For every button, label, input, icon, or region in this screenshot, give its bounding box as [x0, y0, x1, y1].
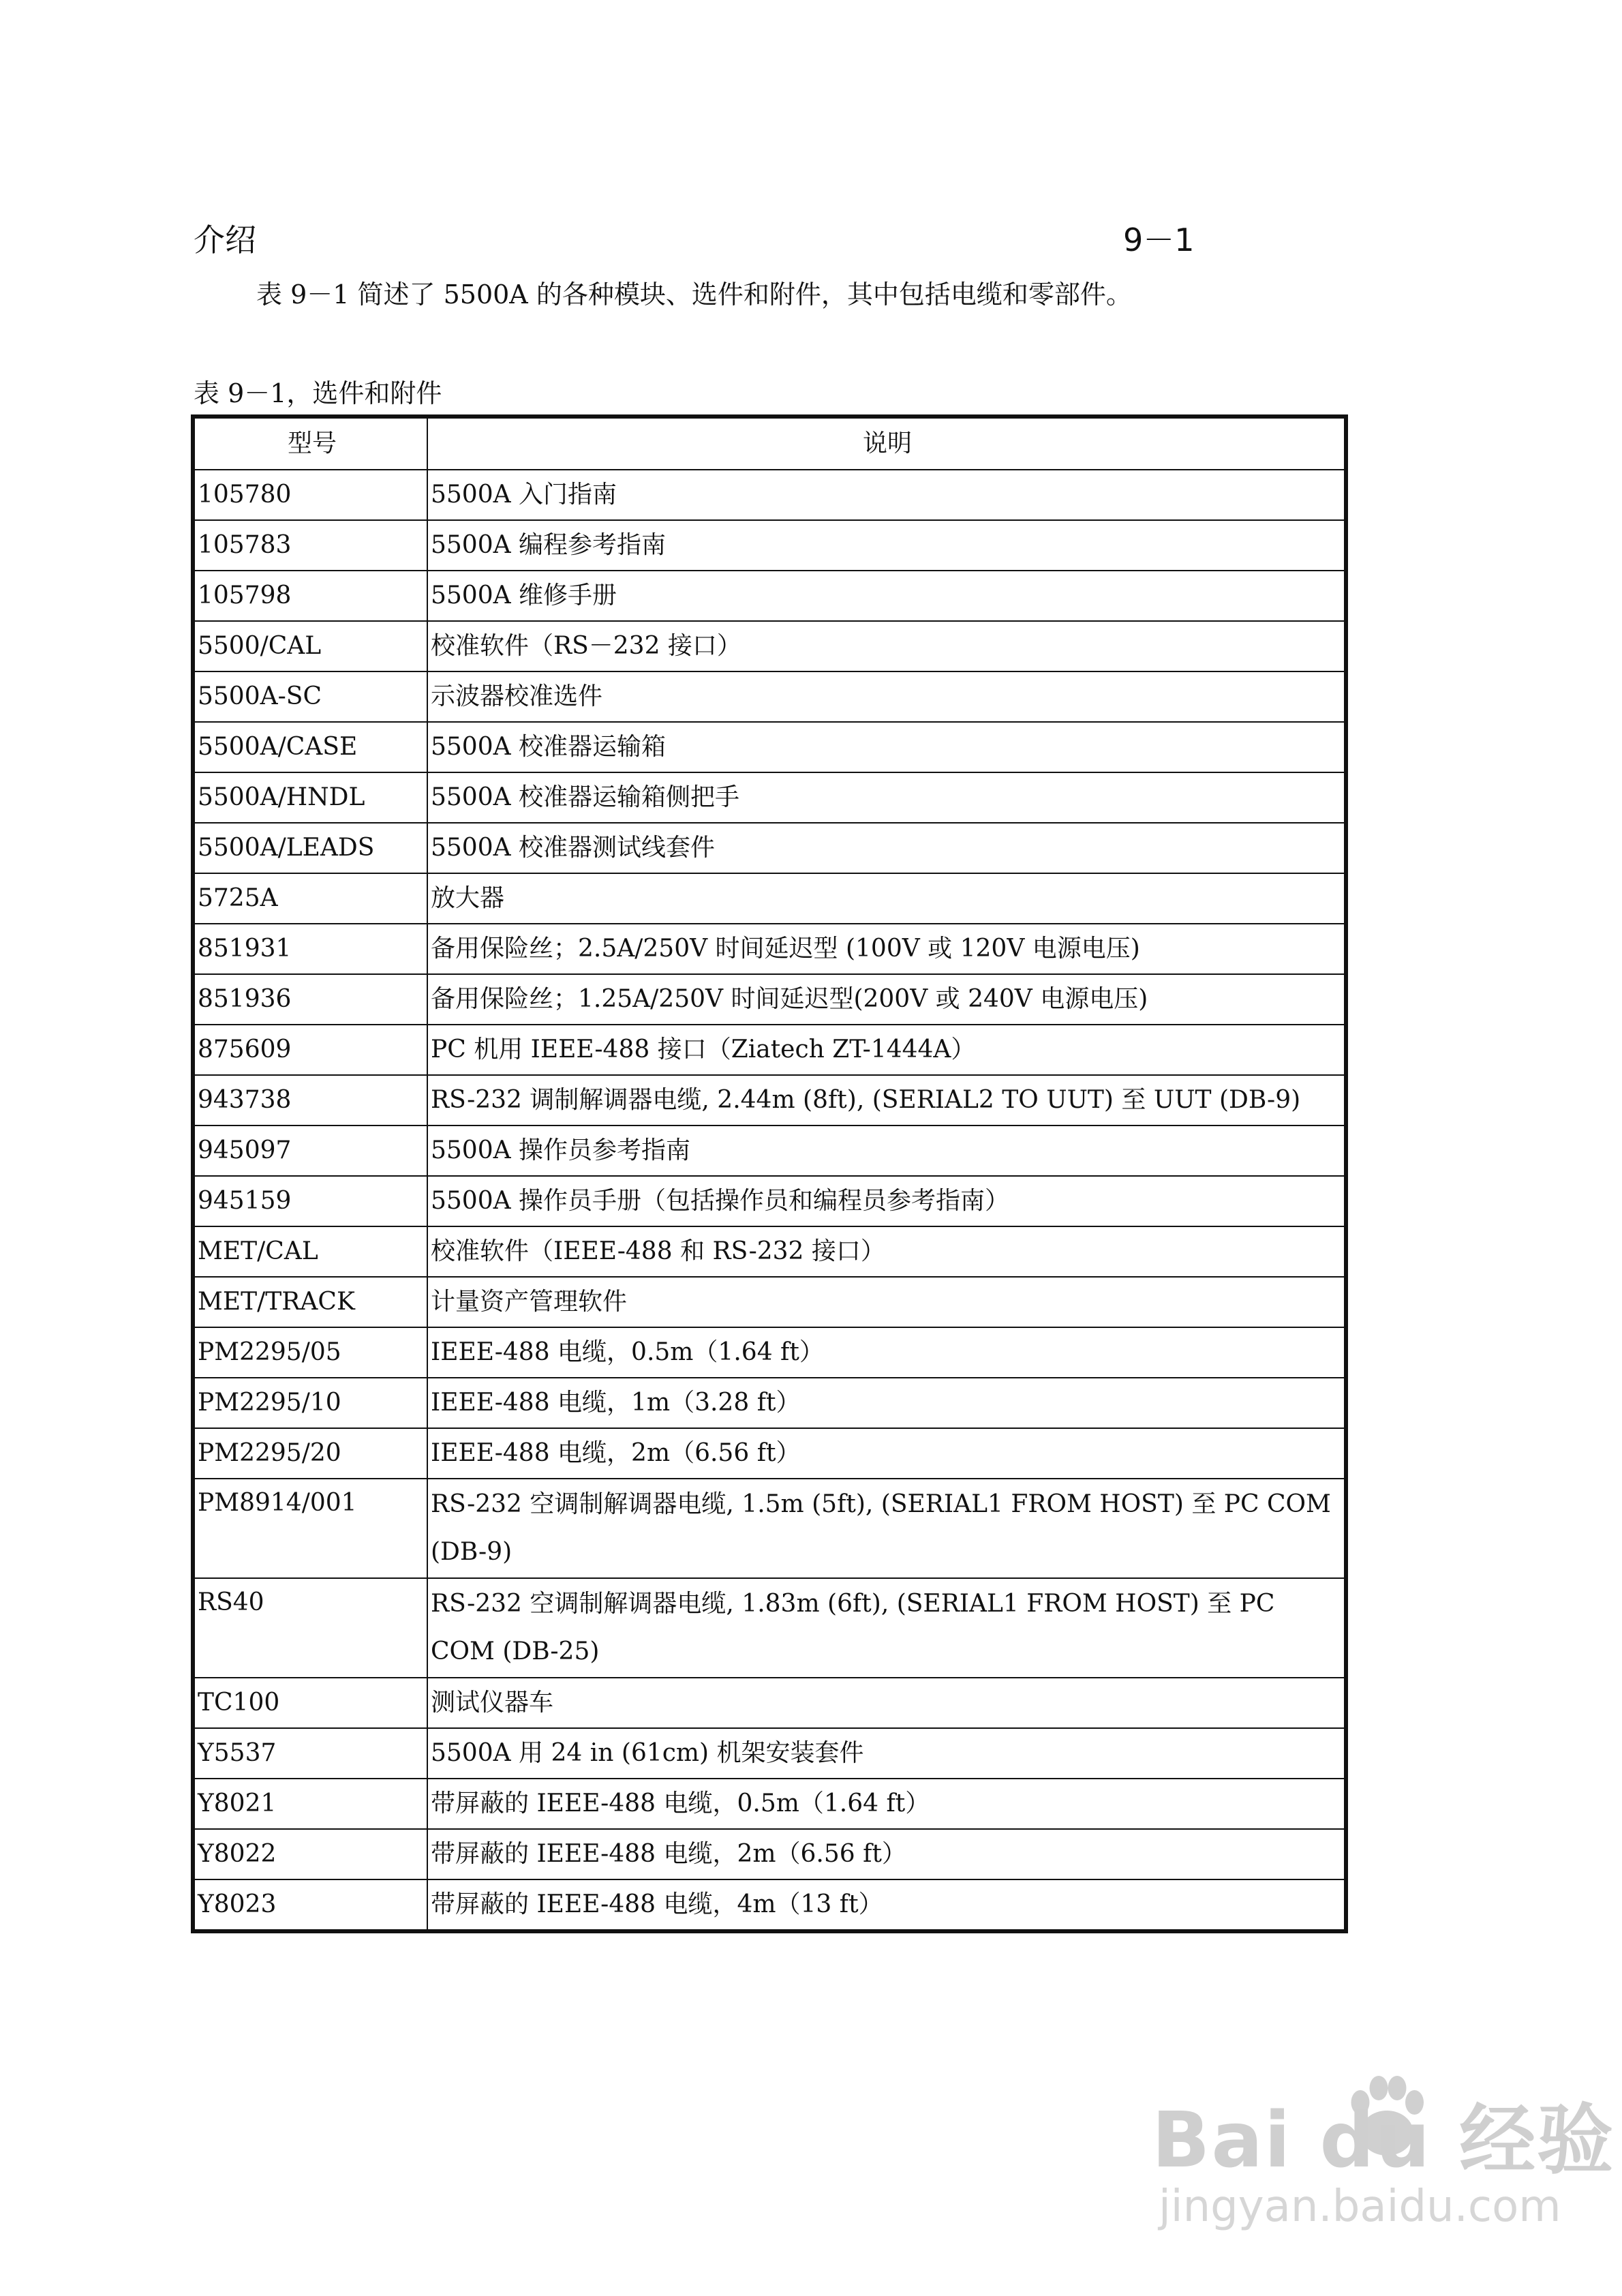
table-row	[193, 1226, 1346, 1277]
cell-model: PM2295/10	[193, 1378, 427, 1428]
cell-model: MET/TRACK	[193, 1277, 427, 1327]
table-row	[193, 1428, 1346, 1479]
section-title: 介绍	[194, 222, 256, 258]
table-row	[193, 1277, 1346, 1327]
cell-model: Y5537	[193, 1728, 427, 1779]
cell-model: PM8914/001	[193, 1479, 427, 1578]
table-row	[193, 1176, 1346, 1226]
options-table	[191, 414, 1348, 1933]
table-row	[193, 1126, 1346, 1176]
table-header-row	[193, 417, 1346, 470]
cell-model: 5500A/HNDL	[193, 772, 427, 823]
cell-model: 105783	[193, 520, 427, 571]
table-row	[193, 772, 1346, 823]
cell-description: 5500A 维修手册	[427, 571, 1346, 621]
cell-model: 945097	[193, 1126, 427, 1176]
cell-description: 校准软件（IEEE-488 和 RS-232 接口）	[427, 1226, 1346, 1277]
watermark-url: jingyan.baidu.com	[1159, 2181, 1561, 2232]
table-row	[193, 520, 1346, 571]
cell-description: 5500A 校准器运输箱	[427, 722, 1346, 772]
cell-description: RS-232 空调制解调器电缆, 1.83m (6ft), (SERIAL1 FROM HOST) 至 PC COM (DB-25)	[427, 1578, 1346, 1678]
cell-model: 945159	[193, 1176, 427, 1226]
cell-model: 851936	[193, 974, 427, 1025]
cell-description: RS-232 空调制解调器电缆, 1.5m (5ft), (SERIAL1 FROM HOST) 至 PC COM (DB-9)	[427, 1479, 1346, 1578]
table-row	[193, 1879, 1346, 1931]
cell-description: 带屏蔽的 IEEE-488 电缆，0.5m（1.64 ft）	[427, 1779, 1346, 1829]
table-row	[193, 571, 1346, 621]
table-row	[193, 1728, 1346, 1779]
section-number: 9－1	[1123, 222, 1195, 258]
cell-description: PC 机用 IEEE-488 接口（Ziatech ZT-1444A）	[427, 1025, 1346, 1075]
cell-description: 测试仪器车	[427, 1678, 1346, 1728]
table-row	[193, 873, 1346, 924]
table-row	[193, 1678, 1346, 1728]
table-caption: 表 9－1，选件和附件	[194, 378, 442, 408]
cell-model: 105780	[193, 470, 427, 520]
cell-model: 5500A/CASE	[193, 722, 427, 772]
cell-model: Y8021	[193, 1779, 427, 1829]
cell-description: 计量资产管理软件	[427, 1277, 1346, 1327]
cell-model: 105798	[193, 571, 427, 621]
table-row	[193, 671, 1346, 722]
cell-model: PM2295/05	[193, 1327, 427, 1378]
cell-description: 5500A 入门指南	[427, 470, 1346, 520]
table-row	[193, 924, 1346, 974]
watermark-brand: Bai du 经验	[1152, 2096, 1615, 2185]
cell-model: RS40	[193, 1578, 427, 1678]
cell-description: 放大器	[427, 873, 1346, 924]
cell-description: 备用保险丝；1.25A/250V 时间延迟型(200V 或 240V 电源电压)	[427, 974, 1346, 1025]
table-row	[193, 621, 1346, 671]
cell-description: 示波器校准选件	[427, 671, 1346, 722]
cell-description: RS-232 调制解调器电缆, 2.44m (8ft), (SERIAL2 TO UUT) 至 UUT (DB-9)	[427, 1075, 1346, 1126]
table-row	[193, 470, 1346, 520]
cell-description: 5500A 操作员参考指南	[427, 1126, 1346, 1176]
cell-description: 5500A 操作员手册（包括操作员和编程员参考指南）	[427, 1176, 1346, 1226]
table-row	[193, 1025, 1346, 1075]
table-row	[193, 1075, 1346, 1126]
table-row	[193, 1779, 1346, 1829]
cell-model: 5725A	[193, 873, 427, 924]
header-model: 型号	[193, 417, 427, 470]
cell-description: 备用保险丝；2.5A/250V 时间延迟型 (100V 或 120V 电源电压)	[427, 924, 1346, 974]
cell-model: 875609	[193, 1025, 427, 1075]
intro-paragraph: 表 9－1 简述了 5500A 的各种模块、选件和附件，其中包括电缆和零部件。	[256, 280, 1132, 309]
cell-description: 5500A 校准器测试线套件	[427, 823, 1346, 873]
baidu-jingyan-watermark	[1152, 2079, 1615, 2277]
table-row	[193, 1378, 1346, 1428]
header-description: 说明	[427, 417, 1346, 470]
cell-model: TC100	[193, 1678, 427, 1728]
table-row	[193, 1479, 1346, 1578]
cell-model: Y8023	[193, 1879, 427, 1931]
table-row	[193, 823, 1346, 873]
cell-model: 5500A-SC	[193, 671, 427, 722]
table-row	[193, 1829, 1346, 1879]
table-row	[193, 974, 1346, 1025]
cell-description: IEEE-488 电缆，2m（6.56 ft）	[427, 1428, 1346, 1479]
cell-description: 带屏蔽的 IEEE-488 电缆，2m（6.56 ft）	[427, 1829, 1346, 1879]
cell-model: 943738	[193, 1075, 427, 1126]
cell-model: 851931	[193, 924, 427, 974]
cell-description: 带屏蔽的 IEEE-488 电缆，4m（13 ft）	[427, 1879, 1346, 1931]
cell-description: 5500A 编程参考指南	[427, 520, 1346, 571]
table-row	[193, 722, 1346, 772]
cell-model: MET/CAL	[193, 1226, 427, 1277]
cell-model: 5500/CAL	[193, 621, 427, 671]
cell-description: 5500A 用 24 in (61cm) 机架安装套件	[427, 1728, 1346, 1779]
cell-model: PM2295/20	[193, 1428, 427, 1479]
cell-model: 5500A/LEADS	[193, 823, 427, 873]
cell-description: IEEE-488 电缆，0.5m（1.64 ft）	[427, 1327, 1346, 1378]
cell-description: 5500A 校准器运输箱侧把手	[427, 772, 1346, 823]
cell-description: IEEE-488 电缆，1m（3.28 ft）	[427, 1378, 1346, 1428]
table-row	[193, 1327, 1346, 1378]
cell-model: Y8022	[193, 1829, 427, 1879]
table-row	[193, 1578, 1346, 1678]
cell-description: 校准软件（RS－232 接口）	[427, 621, 1346, 671]
